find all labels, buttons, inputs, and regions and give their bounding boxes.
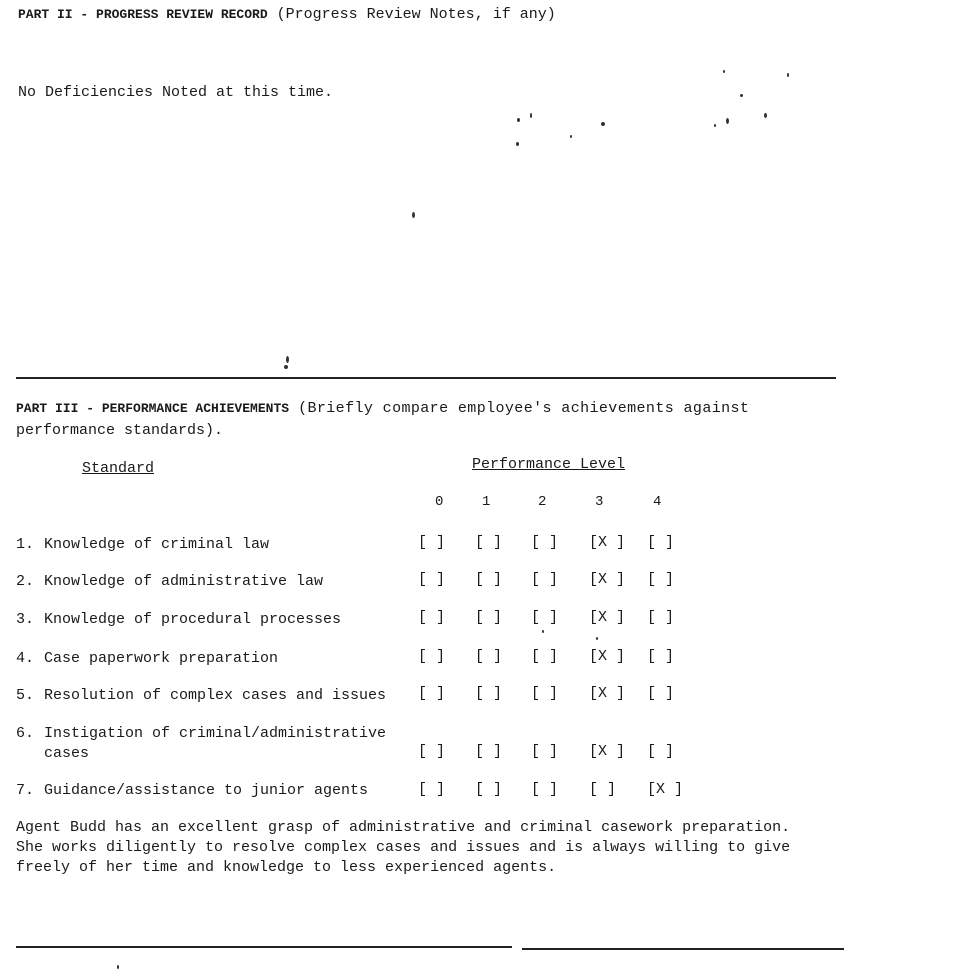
standard-number: 6. [16,725,35,742]
checkbox-level-1: [ ] [475,743,503,760]
part2-subtitle: (Progress Review Notes, if any) [276,6,556,23]
checkbox-level-2: [ ] [531,781,559,798]
checkbox-level-3: [X ] [589,743,626,760]
standard-number: 4. [16,650,35,667]
checkbox-level-1: [ ] [475,571,503,588]
checkbox-level-3: [X ] [589,571,626,588]
checkbox-level-1: [ ] [475,609,503,626]
signature-line-left [16,946,512,948]
standard-number: 5. [16,687,35,704]
checkbox-level-4: [ ] [647,571,675,588]
part3-subtitle-cont: performance standards). [16,422,224,439]
signature-line-right [522,948,844,950]
scan-speck [517,118,520,122]
level-label-0: 0 [435,494,444,510]
standard-label: Resolution of complex cases and issues [44,687,387,704]
scan-speck [542,630,544,633]
standard-label: Knowledge of procedural processes [44,611,342,628]
scan-speck [570,135,572,138]
level-label-3: 3 [595,494,604,510]
checkbox-level-1: [ ] [475,648,503,665]
standard-number: 3. [16,611,35,628]
narrative-line-1: Agent Budd has an excellent grasp of administrative and criminal casework preparation. [16,819,791,836]
scan-speck [412,212,415,218]
checkbox-level-4: [X ] [647,781,684,798]
part3-subtitle: (Briefly compare employee's achievements against [298,400,750,417]
checkbox-level-4: [ ] [647,648,675,665]
checkbox-level-4: [ ] [647,609,675,626]
narrative-line-3: freely of her time and knowledge to less experienced agents. [16,859,557,876]
standard-label-cont: cases [44,745,90,762]
part2-divider [16,377,836,379]
scan-speck [601,122,605,126]
standard-label: Instigation of criminal/administrative [44,725,387,742]
scan-speck [284,365,288,369]
checkbox-level-0: [ ] [418,534,446,551]
narrative-line-2: She works diligently to resolve complex cases and issues and is always willing to give [16,839,791,856]
checkbox-level-0: [ ] [418,609,446,626]
part3-heading [16,400,749,417]
checkbox-level-3: [X ] [589,648,626,665]
checkbox-level-1: [ ] [475,781,503,798]
scan-speck [117,965,119,969]
scan-speck [726,118,729,124]
scan-speck [516,142,519,146]
scan-speck [740,94,743,97]
standard-column-header: Standard [82,460,155,477]
checkbox-level-1: [ ] [475,685,503,702]
level-label-4: 4 [653,494,662,510]
scan-speck [530,113,532,118]
checkbox-level-3: [X ] [589,685,626,702]
standard-number: 2. [16,573,35,590]
checkbox-level-0: [ ] [418,571,446,588]
part2-note: No Deficiencies Noted at this time. [18,84,334,101]
checkbox-level-0: [ ] [418,743,446,760]
checkbox-level-0: [ ] [418,685,446,702]
scan-speck [714,124,716,127]
part2-heading [18,6,556,23]
level-label-2: 2 [538,494,547,510]
checkbox-level-2: [ ] [531,743,559,760]
checkbox-level-2: [ ] [531,685,559,702]
scan-speck [764,113,767,118]
checkbox-level-1: [ ] [475,534,503,551]
level-label-1: 1 [482,494,491,510]
part3-title: PART III - PERFORMANCE ACHIEVEMENTS [16,401,290,416]
checkbox-level-3: [X ] [589,609,626,626]
checkbox-level-2: [ ] [531,534,559,551]
performance-level-header: Performance Level [472,456,626,473]
checkbox-level-2: [ ] [531,571,559,588]
standard-label: Knowledge of administrative law [44,573,324,590]
checkbox-level-4: [ ] [647,743,675,760]
scan-speck [596,637,598,640]
standard-number: 7. [16,782,35,799]
checkbox-level-0: [ ] [418,648,446,665]
scan-speck [723,70,725,73]
checkbox-level-3: [X ] [589,534,626,551]
standard-label: Knowledge of criminal law [44,536,270,553]
checkbox-level-4: [ ] [647,534,675,551]
standard-label: Guidance/assistance to junior agents [44,782,369,799]
checkbox-level-2: [ ] [531,609,559,626]
checkbox-level-4: [ ] [647,685,675,702]
standard-number: 1. [16,536,35,553]
part2-title: PART II - PROGRESS REVIEW RECORD [18,7,268,22]
checkbox-level-0: [ ] [418,781,446,798]
checkbox-level-2: [ ] [531,648,559,665]
checkbox-level-3: [ ] [589,781,617,798]
standard-label: Case paperwork preparation [44,650,279,667]
scan-speck [286,356,289,363]
scan-speck [787,73,789,77]
